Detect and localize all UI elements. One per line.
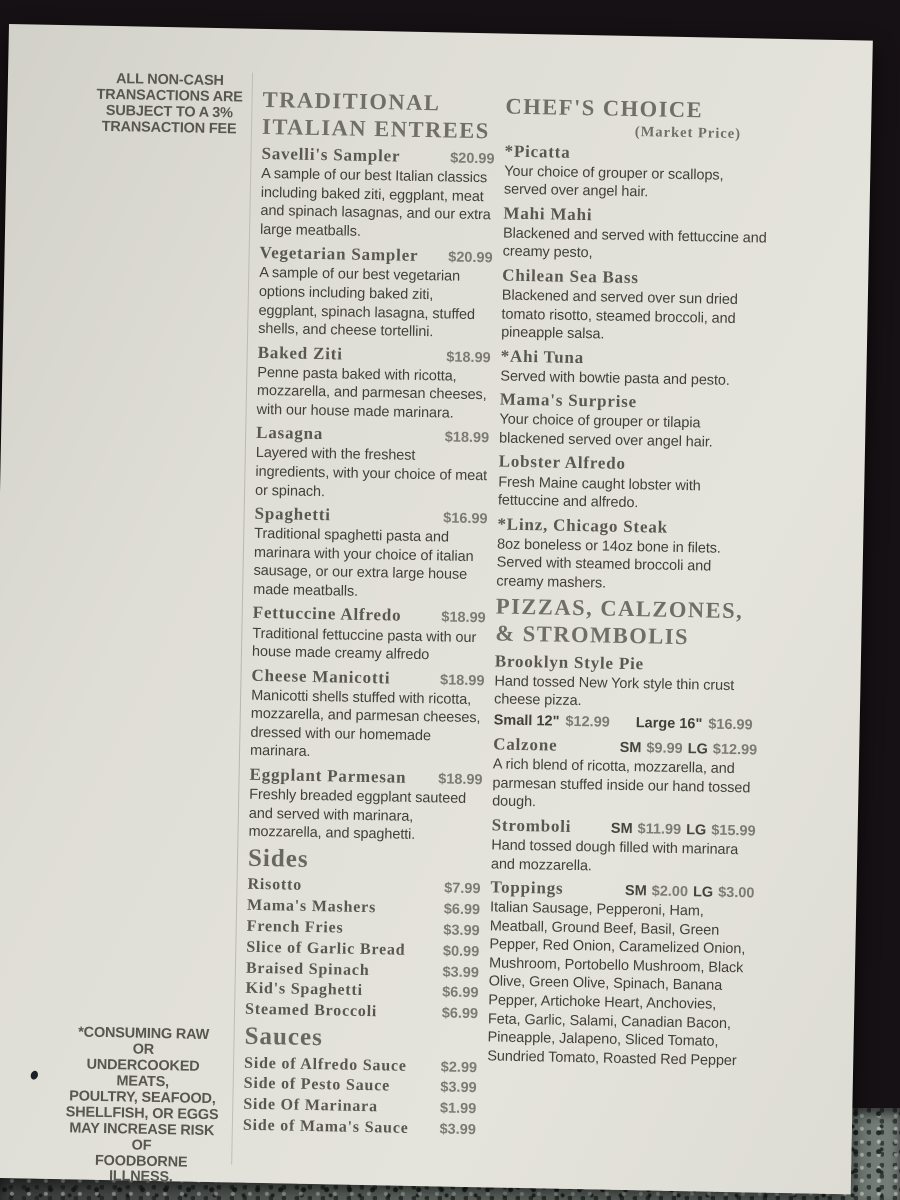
disclaimer-line: MAY INCREASE RISK OF — [69, 1119, 215, 1154]
item-description: A rich blend of ricotta, mozzarella, and parmesan stuffed inside our hand tossed dough. — [492, 756, 751, 811]
item-price: $3.99 — [440, 1079, 477, 1097]
item-price: $2.99 — [440, 1059, 478, 1076]
menu-item — [492, 734, 757, 817]
item-price: $11.99 — [637, 821, 682, 839]
menu-item — [260, 143, 495, 244]
item-name: Side Of Marinara — [243, 1095, 379, 1116]
section-title-line: TRADITIONAL — [262, 86, 441, 116]
fee-note-line: TRANSACTIONS ARE — [96, 86, 243, 106]
section-title-sides: Sides — [247, 844, 309, 873]
disclaimer-line: POULTRY, SEAFOOD, — [69, 1088, 216, 1107]
section-title-line: & STROMBOLIS — [495, 620, 690, 650]
menu-item — [503, 202, 768, 266]
item-name: Vegetarian Sampler — [259, 243, 419, 266]
menu-item — [487, 877, 755, 1071]
item-name: Cheese Manicotti — [251, 665, 391, 688]
item-name: Steamed Broccoli — [244, 1000, 378, 1021]
item-name: Mama's Mashers — [246, 896, 377, 917]
item-price: $12.99 — [712, 741, 758, 759]
item-name: *Ahi Tuna — [500, 346, 585, 367]
item-name: Brooklyn Style Pie — [494, 650, 645, 673]
item-name: Side of Alfredo Sauce — [243, 1054, 407, 1075]
item-description: Your choice of grouper or scallops, served over angel hair. — [503, 163, 724, 201]
item-price: $15.99 — [711, 822, 756, 840]
menu-item — [504, 140, 769, 204]
size-label: Small 12" — [493, 712, 560, 730]
item-name: Lasagna — [256, 423, 324, 444]
item-price: $20.99 — [448, 249, 493, 267]
section-title-line: ITALIAN ENTREES — [261, 113, 491, 143]
menu-item — [252, 602, 486, 666]
item-price: $3.99 — [443, 922, 480, 940]
item-description: Blackened and served with fettuccine and creamy pesto, — [502, 225, 767, 262]
item-description: Your choice of grouper or tilapia blackened served over angel hair. — [498, 411, 713, 451]
item-name: Side of Mama's Sauce — [242, 1116, 409, 1137]
size-label: SM — [619, 740, 642, 757]
item-price: $2.00 — [651, 883, 689, 901]
item-price: $18.99 — [438, 771, 483, 789]
section-title-pizzas-calzones-strombolis — [495, 594, 760, 652]
item-name: French Fries — [246, 917, 344, 937]
item-price: $18.99 — [446, 349, 491, 366]
menu-paper — [0, 24, 873, 1194]
item-price: $6.99 — [441, 1005, 479, 1023]
menu-item — [245, 1000, 478, 1025]
item-price: $18.99 — [439, 671, 485, 689]
section-title-line: PIZZAS, CALZONES, — [495, 593, 744, 624]
menu-item — [248, 764, 482, 846]
item-name: *Linz, Chicago Steak — [497, 514, 669, 537]
item-price: $3.00 — [717, 884, 755, 902]
item-name: Mama's Surprise — [499, 389, 638, 412]
item-name: Spaghetti — [254, 503, 331, 525]
item-name: Lobster Alfredo — [498, 451, 626, 474]
fee-note-line: ALL NON-CASH — [115, 71, 224, 90]
item-name: Chilean Sea Bass — [502, 265, 639, 288]
item-name: Savelli's Sampler — [261, 143, 401, 166]
item-name: Calzone — [493, 734, 558, 755]
item-description: A sample of our best Italian classics including baked ziti, eggplant, meat and spinach lasagnas, and our extra large meatballs. — [259, 166, 491, 240]
item-price: $6.99 — [442, 984, 479, 1002]
item-description: Blackened and served over sun dried tomato risotto, steamed broccoli, and pineapple salsa. — [501, 287, 738, 343]
menu-item — [255, 422, 489, 504]
item-description: Hand tossed New York style thin crust cheese pizza. — [493, 673, 735, 710]
menu-column-right — [487, 94, 770, 1074]
section-title-sauces: Sauces — [244, 1022, 324, 1052]
item-name: Slice of Garlic Bread — [246, 938, 406, 959]
ink-speck — [29, 1070, 39, 1081]
item-price: $16.99 — [443, 510, 488, 528]
disclaimer-line: *CONSUMING RAW OR — [78, 1024, 210, 1058]
menu-item — [253, 503, 488, 604]
item-description: Served with bowtie pasta and pesto. — [500, 368, 730, 389]
item-price: $16.99 — [708, 716, 753, 734]
item-description: Layered with the freshest ingredients, with your choice of meat or spinach. — [254, 445, 488, 500]
item-price: $3.99 — [442, 964, 480, 981]
item-price: $20.99 — [449, 150, 495, 168]
menu-item — [243, 1116, 476, 1141]
size-label: LG — [692, 884, 714, 901]
item-description: Italian Sausage, Pepperoni, Ham, Meatball, Ground Beef, Basil, Green Pepper, Red Onion, Caramelized Onion, Mushroom, Portobello Mushroom, Black Olive, Green Olive, Spinach, Banana Pepper, Artichoke Heart, Anchovies, Feta, Garlic, Salami, Canadian Bacon, Pineapple, Jalapeno, Sliced Tomato, Sundried Tomato, Roasted Red Pepper — [487, 899, 746, 1069]
item-price: $18.99 — [441, 609, 486, 627]
item-price: $9.99 — [646, 740, 683, 758]
item-description: Traditional spaghetti pasta and marinara with your choice of italian sausage, or our extra large house made meatballs. — [253, 526, 474, 600]
item-name: Toppings — [490, 877, 564, 898]
item-name: Kid's Spaghetti — [245, 980, 364, 1000]
menu-item — [500, 345, 765, 391]
size-label: SM — [610, 820, 633, 838]
disclaimer-line: FOODBORNE ILLNESS. — [94, 1152, 188, 1186]
size-label: Large 16" — [635, 714, 703, 733]
item-name: *Picatta — [504, 141, 571, 162]
item-description: Penne pasta baked with ricotta, mozzarella, and parmesan cheeses, with our house made marinara. — [256, 364, 487, 422]
menu-item — [496, 513, 761, 596]
menu-column-left — [243, 87, 496, 1141]
item-description: Hand tossed dough filled with marinara and mozzarella. — [490, 837, 739, 874]
section-title-chefs-choice: CHEF'S CHOICE — [505, 93, 704, 123]
item-price: $6.99 — [443, 901, 481, 919]
item-name: Side of Pesto Sauce — [243, 1075, 391, 1095]
menu-item — [256, 341, 490, 423]
menu-item — [501, 264, 766, 347]
consumer-advisory-note — [63, 1025, 222, 1187]
menu-item — [491, 814, 756, 878]
item-price: $3.99 — [439, 1121, 477, 1139]
item-name: Stromboli — [491, 815, 572, 836]
fee-note-line: SUBJECT TO A 3% — [105, 102, 233, 122]
item-name: Baked Ziti — [257, 342, 343, 364]
item-price: $1.99 — [439, 1100, 477, 1118]
item-price: $12.99 — [565, 713, 610, 731]
menu-item — [258, 242, 493, 343]
size-price-line — [620, 740, 758, 759]
item-description: Manicotti shells stuffed with ricotta, mozzarella, and parmesan cheeses, dressed with our homemade marinara. — [249, 687, 481, 761]
size-price-line — [494, 711, 758, 736]
size-label: SM — [624, 883, 647, 900]
menu-item — [494, 650, 760, 736]
size-price-line — [611, 821, 756, 840]
item-description: Traditional fettuccine pasta with our house made creamy alfredo — [251, 625, 477, 664]
menu-item — [498, 451, 763, 515]
item-name: Mahi Mahi — [503, 203, 593, 224]
section-title-traditional-italian-entrees — [262, 87, 496, 145]
fee-note-line: TRANSACTION FEE — [101, 118, 237, 138]
menu-item — [499, 389, 764, 453]
item-name: Fettuccine Alfredo — [252, 603, 402, 626]
item-name: Risotto — [247, 876, 303, 895]
market-price-subtitle: (Market Price) — [634, 123, 742, 142]
item-price: $0.99 — [442, 943, 480, 960]
size-label: LG — [685, 822, 707, 839]
size-price-line — [625, 883, 755, 901]
item-description: Fresh Maine caught lobster with fettuccine and alfredo. — [497, 474, 701, 512]
disclaimer-line: UNDERCOOKED MEATS, — [86, 1056, 200, 1091]
item-price: $7.99 — [444, 880, 481, 898]
disclaimer-line: SHELLFISH, OR EGGS — [65, 1103, 219, 1123]
transaction-fee-note — [95, 72, 244, 139]
item-name: Braised Spinach — [245, 959, 370, 979]
item-name: Eggplant Parmesan — [249, 764, 407, 787]
item-description: Freshly breaded eggplant sauteed and served with marinara, mozzarella, and spaghetti. — [248, 786, 467, 844]
menu-item — [250, 664, 485, 765]
item-description: 8oz boneless or 14oz bone in filets. Served with steamed broccoli and creamy mashers. — [496, 536, 721, 592]
item-description: A sample of our best vegetarian options including baked ziti, eggplant, spinach lasagna, stuffed shells, and cheese tortellini. — [258, 265, 476, 341]
item-price: $18.99 — [444, 429, 490, 447]
size-label: LG — [687, 741, 708, 758]
